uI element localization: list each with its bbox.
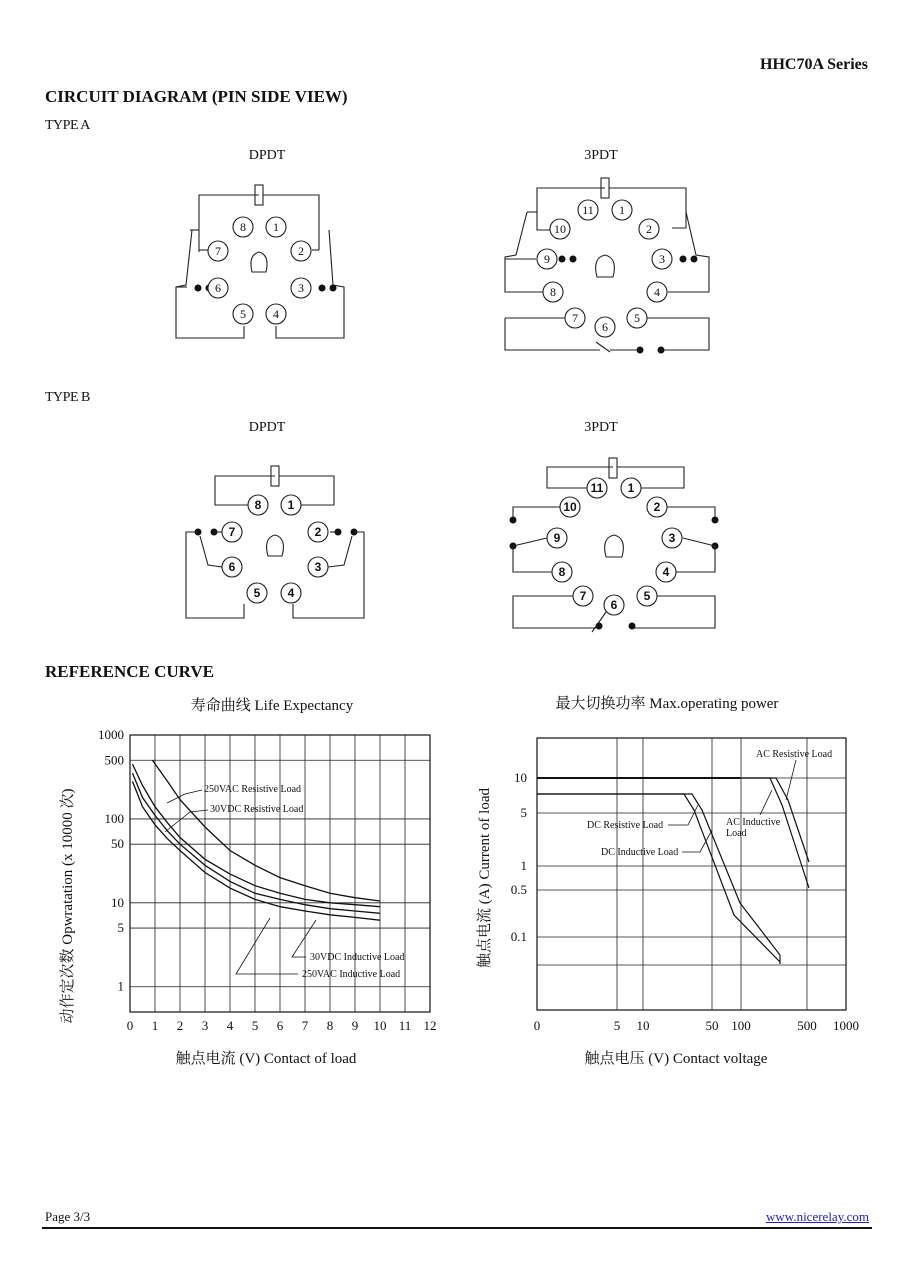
circuit-diagram-heading: CIRCUIT DIAGRAM (PIN SIDE VIEW) bbox=[45, 87, 348, 106]
x-tick-label: 11 bbox=[398, 1018, 412, 1033]
annotation-dc-inductive: DC Inductive Load bbox=[601, 847, 679, 858]
y-tick-label: 5 bbox=[520, 805, 527, 820]
y-tick-label: 10 bbox=[514, 770, 527, 785]
svg-text:2: 2 bbox=[298, 244, 304, 258]
y-axis-label: 动作定次数 Opwratation (x 10000 次) bbox=[60, 788, 76, 1024]
page-number: Page 3/3 bbox=[45, 1209, 91, 1224]
series-line-4 bbox=[133, 781, 381, 920]
svg-text:4: 4 bbox=[654, 285, 660, 299]
svg-text:4: 4 bbox=[273, 307, 279, 321]
svg-text:8: 8 bbox=[550, 285, 556, 299]
type-a-label: TYPE A bbox=[45, 118, 90, 133]
y-tick-label: 1 bbox=[520, 858, 527, 873]
svg-text:9: 9 bbox=[553, 531, 561, 545]
x-tick-label: 6 bbox=[276, 1018, 284, 1033]
svg-text:2: 2 bbox=[653, 500, 661, 514]
svg-text:7: 7 bbox=[215, 244, 221, 258]
x-tick-label: 1 bbox=[151, 1018, 159, 1033]
y-tick-label: 500 bbox=[104, 752, 124, 768]
svg-text:11: 11 bbox=[582, 203, 594, 217]
x-axis-label: 触点电压 (V) Contact voltage bbox=[584, 1051, 768, 1067]
svg-text:1: 1 bbox=[627, 481, 635, 495]
svg-text:3: 3 bbox=[314, 560, 322, 574]
website-link[interactable]: www.nicerelay.com bbox=[766, 1209, 869, 1224]
y-tick-label: 1 bbox=[117, 978, 124, 994]
x-tick-label: 3 bbox=[201, 1018, 209, 1033]
annotation-ac-resistive: AC Resistive Load bbox=[756, 749, 833, 760]
svg-text:1: 1 bbox=[287, 498, 295, 512]
x-tick-label: 10 bbox=[373, 1018, 387, 1033]
svg-text:7: 7 bbox=[228, 525, 236, 539]
x-tick-label: 4 bbox=[226, 1018, 234, 1033]
svg-text:8: 8 bbox=[254, 498, 262, 512]
svg-text:7: 7 bbox=[572, 311, 578, 325]
svg-text:3: 3 bbox=[659, 252, 665, 266]
type-b-label: TYPE B bbox=[45, 390, 90, 405]
svg-text:8: 8 bbox=[558, 565, 566, 579]
svg-text:4: 4 bbox=[287, 586, 295, 600]
svg-text:6: 6 bbox=[215, 281, 221, 295]
annotation-250vac-resistive: 250VAC Resistive Load bbox=[204, 784, 302, 795]
y-tick-label: 10 bbox=[111, 894, 124, 910]
type-b-dpdt-label: DPDT bbox=[248, 420, 286, 435]
x-tick-label: 10 bbox=[636, 1018, 650, 1033]
footer-rule bbox=[42, 1227, 872, 1229]
type-b-3pdt-label: 3PDT bbox=[584, 420, 618, 435]
svg-text:5: 5 bbox=[253, 586, 261, 600]
x-tick-label: 500 bbox=[797, 1018, 817, 1033]
x-tick-label: 0 bbox=[533, 1018, 541, 1033]
y-tick-label: 0.1 bbox=[510, 929, 527, 944]
x-tick-label: 9 bbox=[351, 1018, 359, 1033]
y-tick-label: 0.5 bbox=[510, 882, 527, 897]
type-a-dpdt-label: DPDT bbox=[248, 148, 286, 163]
svg-text:5: 5 bbox=[643, 589, 651, 603]
x-tick-label: 2 bbox=[176, 1018, 184, 1033]
svg-text:11: 11 bbox=[590, 481, 604, 495]
y-tick-label: 50 bbox=[111, 836, 124, 852]
svg-text:3: 3 bbox=[668, 531, 676, 545]
annotation-250vac-inductive: 250VAC Inductive Load bbox=[302, 969, 401, 980]
chart-title: 寿命曲线 Life Expectancy bbox=[190, 698, 354, 714]
svg-text:2: 2 bbox=[646, 222, 652, 236]
svg-text:4: 4 bbox=[662, 565, 670, 579]
annotation-30vdc-inductive: 30VDC Inductive Load bbox=[310, 952, 405, 963]
x-tick-label: 5 bbox=[251, 1018, 259, 1033]
annotation-ac-inductive-2: Load bbox=[726, 828, 747, 839]
x-axis-label: 触点电流 (V) Contact of load bbox=[175, 1051, 357, 1067]
x-tick-label: 0 bbox=[126, 1018, 134, 1033]
svg-text:2: 2 bbox=[314, 525, 322, 539]
series-title: HHC70A Series bbox=[760, 56, 868, 73]
x-tick-label: 1000 bbox=[833, 1018, 859, 1033]
svg-text:6: 6 bbox=[610, 598, 618, 612]
annotation-dc-resistive: DC Resistive Load bbox=[587, 820, 664, 831]
type-a-3pdt-label: 3PDT bbox=[584, 148, 618, 163]
series-line-1 bbox=[153, 760, 381, 901]
x-tick-label: 8 bbox=[326, 1018, 334, 1033]
svg-text:9: 9 bbox=[544, 252, 550, 266]
svg-text:10: 10 bbox=[554, 222, 566, 236]
chart-title: 最大切换功率 Max.operating power bbox=[555, 696, 779, 712]
svg-text:6: 6 bbox=[228, 560, 236, 574]
y-tick-label: 5 bbox=[117, 920, 124, 936]
svg-text:6: 6 bbox=[602, 320, 608, 334]
svg-text:5: 5 bbox=[240, 307, 246, 321]
svg-text:3: 3 bbox=[298, 281, 304, 295]
x-tick-label: 50 bbox=[705, 1018, 719, 1033]
y-axis-label: 触点电流 (A) Current of load bbox=[477, 788, 493, 968]
svg-text:7: 7 bbox=[579, 589, 587, 603]
svg-text:1: 1 bbox=[273, 220, 279, 234]
annotation-ac-inductive-1: AC Inductive bbox=[726, 817, 781, 828]
svg-text:8: 8 bbox=[240, 220, 246, 234]
reference-curve-heading: REFERENCE CURVE bbox=[45, 662, 214, 681]
svg-text:5: 5 bbox=[634, 311, 640, 325]
x-tick-label: 7 bbox=[301, 1018, 309, 1033]
x-tick-label: 5 bbox=[613, 1018, 621, 1033]
x-tick-label: 12 bbox=[423, 1018, 437, 1033]
svg-text:10: 10 bbox=[563, 500, 577, 514]
svg-text:1: 1 bbox=[619, 203, 625, 217]
x-tick-label: 100 bbox=[731, 1018, 751, 1033]
annotation-30vdc-resistive: 30VDC Resistive Load bbox=[210, 804, 304, 815]
y-tick-label: 100 bbox=[104, 810, 124, 826]
y-tick-label: 1000 bbox=[98, 727, 124, 742]
